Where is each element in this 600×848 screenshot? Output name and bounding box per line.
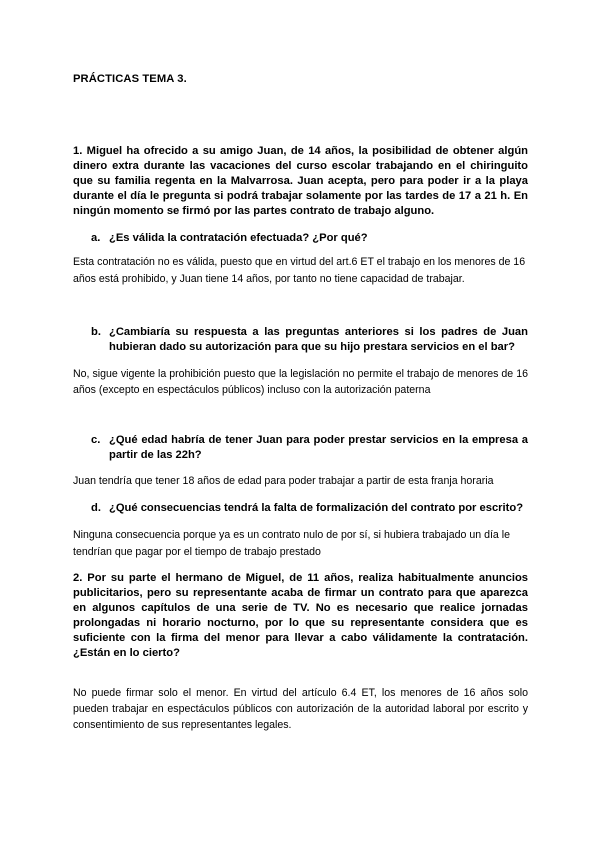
question-1-text: 1. Miguel ha ofrecido a su amigo Juan, de 14 años, la posibilidad de obtener algún dinero extra durante las vacaciones del curso escolar trabajando en el chiringuito que su familia regenta en la Malvarrosa. Juan acepta, pero para poder ir a la playa durante el día le pregunta si podrá trabajar solamente por las tardes de 17 a 21 h. En ningún momento se firmó por las partes contrato de trabajo alguno. bbox=[73, 145, 528, 217]
answer-d: Ninguna consecuencia porque ya es un contrato nulo de por sí, si hubiera trabajado un día le tendrían que pagar por el tiempo de trabajo prestado bbox=[73, 529, 510, 558]
answer-2: No puede firmar solo el menor. En virtud del artículo 6.4 ET, los menores de 16 años solo pueden trabajar en espectáculos públicos con autorización de la autoridad laboral por escrito y consentimiento de sus representantes legales. bbox=[73, 687, 528, 731]
sub-question-a-text: ¿Es válida la contratación efectuada? ¿Por qué? bbox=[109, 232, 368, 244]
sub-question-b-letter: b. bbox=[91, 326, 101, 338]
sub-question-c-text: ¿Qué edad habría de tener Juan para poder prestar servicios en la empresa a partir de las 22h? bbox=[109, 434, 528, 461]
sub-question-a bbox=[91, 231, 528, 246]
page-title: PRÁCTICAS TEMA 3. bbox=[73, 73, 187, 85]
sub-question-b-text: ¿Cambiaría su respuesta a las preguntas anteriores si los padres de Juan hubieran dado su autorización para que su hijo prestara servicios en el bar? bbox=[109, 326, 528, 353]
answer-a: Esta contratación no es válida, puesto que en virtud del art.6 ET el trabajo en los menores de 16 años está prohibido, y Juan tiene 14 años, por tanto no tiene capacidad de trabajar. bbox=[73, 256, 526, 285]
sub-question-c-letter: c. bbox=[91, 434, 101, 446]
answer-c: Juan tendría que tener 18 años de edad para poder trabajar a partir de esta franja horaria bbox=[73, 475, 494, 487]
sub-question-d bbox=[91, 501, 528, 516]
answer-b: No, sigue vigente la prohibición puesto que la legislación no permite el trabajo de menores de 16 años (excepto en espectáculos públicos) incluso con la autorización paterna bbox=[73, 368, 528, 396]
question-2-text: 2. Por su parte el hermano de Miguel, de 11 años, realiza habitualmente anuncios publicitarios, pero su representante acaba de firmar un contrato para que aparezca en algunos capítulos de una serie de TV. No es necesario que realice jornadas prolongadas ni horario nocturno, por lo que su representante considera que es suficiente con la firma del menor para llevar a cabo válidamente la contratación. ¿Están en lo cierto? bbox=[73, 572, 528, 659]
sub-question-d-text: ¿Qué consecuencias tendrá la falta de formalización del contrato por escrito? bbox=[109, 502, 524, 514]
sub-question-d-letter: d. bbox=[91, 502, 101, 514]
sub-question-b bbox=[91, 325, 528, 355]
sub-question-a-letter: a. bbox=[91, 232, 101, 244]
sub-question-c bbox=[91, 433, 528, 463]
